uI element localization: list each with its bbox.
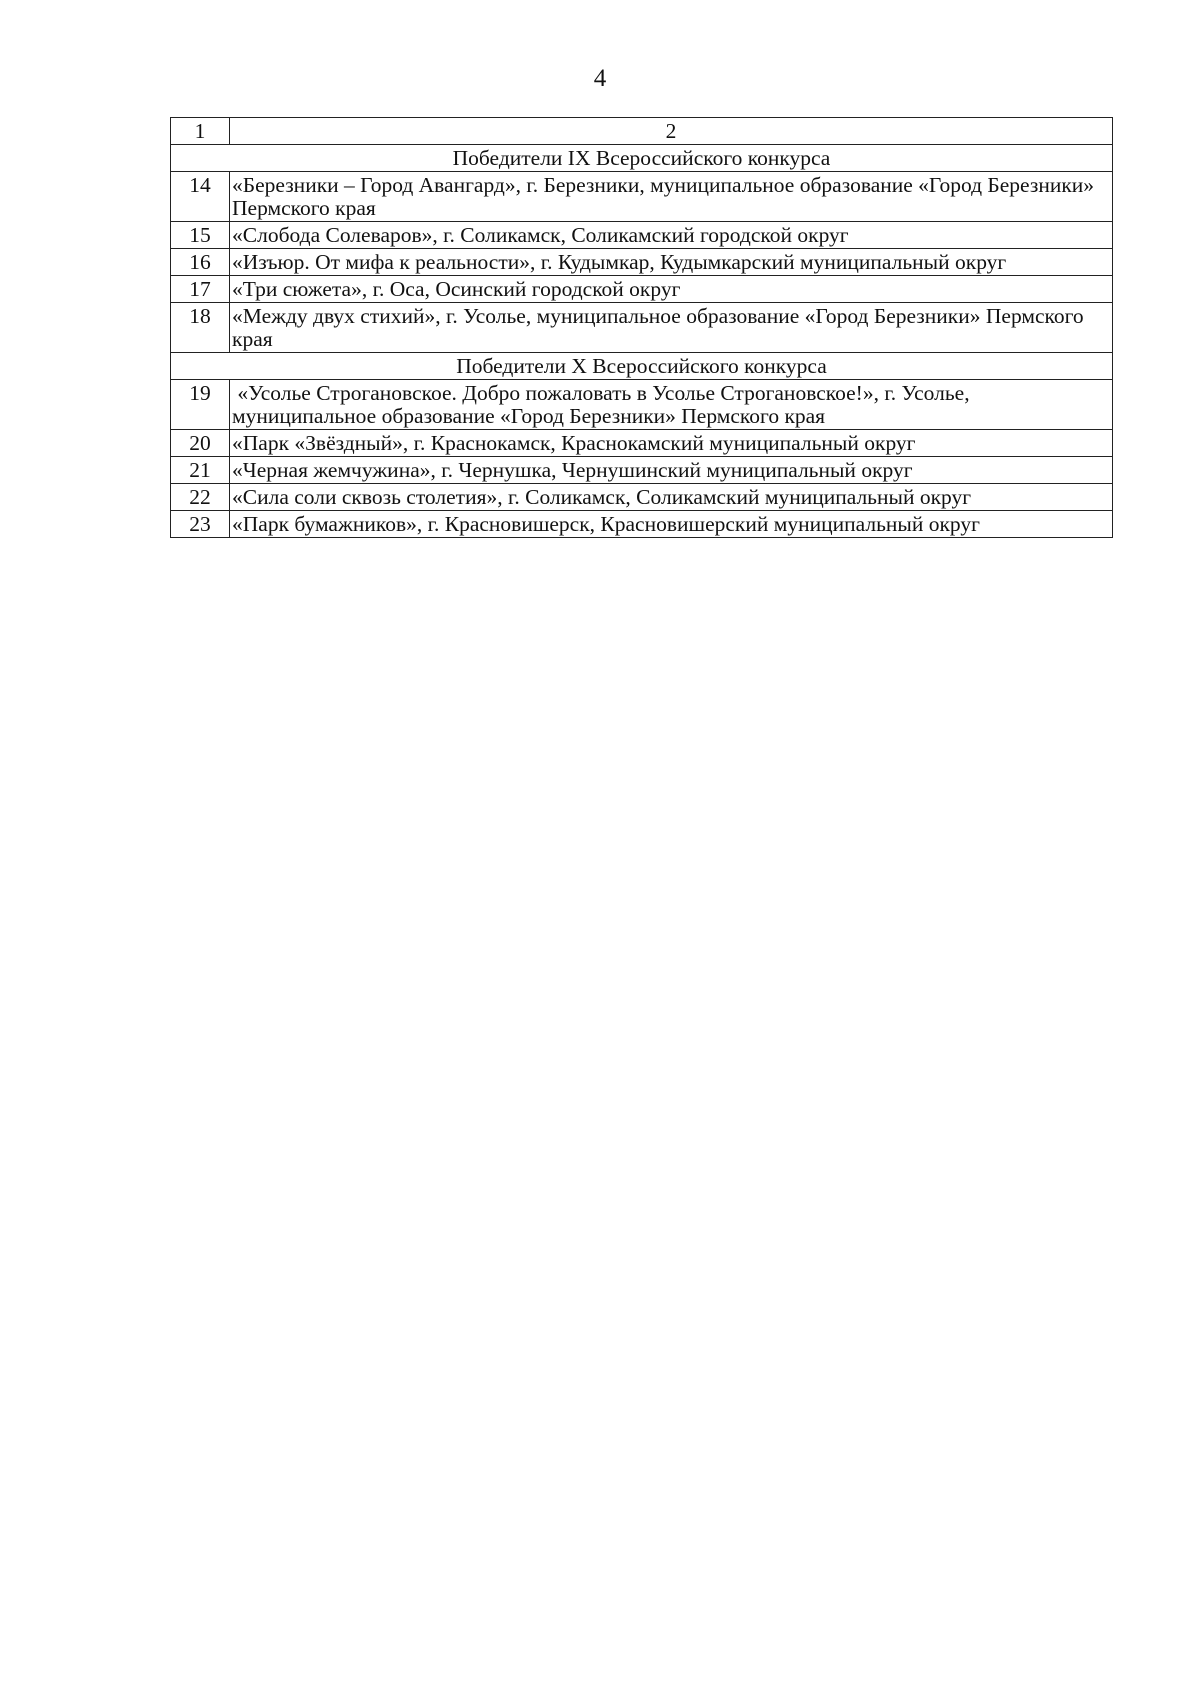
section-title-x: Победители X Всероссийского конкурса <box>171 353 1113 380</box>
row-text: «Слобода Солеваров», г. Соликамск, Соликамский городской округ <box>230 222 1113 249</box>
header-col-2: 2 <box>230 118 1113 145</box>
row-number: 18 <box>171 303 230 353</box>
row-text: «Сила соли сквозь столетия», г. Соликамск, Соликамский муниципальный округ <box>230 484 1113 511</box>
table-row <box>171 457 1113 484</box>
table-header-row <box>171 118 1113 145</box>
winners-table <box>170 117 1113 538</box>
section-row <box>171 145 1113 172</box>
section-row <box>171 353 1113 380</box>
row-text: «Усолье Строгановское. Добро пожаловать в Усолье Строгановское!», г. Усолье, муниципальное образование «Город Березники» Пермского края <box>230 380 1113 430</box>
page-number: 4 <box>593 65 607 92</box>
row-text: «Черная жемчужина», г. Чернушка, Чернушинский муниципальный округ <box>230 457 1113 484</box>
row-number: 16 <box>171 249 230 276</box>
table-row <box>171 222 1113 249</box>
table-row <box>171 484 1113 511</box>
row-number: 17 <box>171 276 230 303</box>
row-number: 15 <box>171 222 230 249</box>
section-title-ix: Победители IX Всероссийского конкурса <box>171 145 1113 172</box>
table-row <box>171 172 1113 222</box>
row-number: 20 <box>171 430 230 457</box>
row-text: «Три сюжета», г. Оса, Осинский городской округ <box>230 276 1113 303</box>
table-row <box>171 303 1113 353</box>
row-number: 21 <box>171 457 230 484</box>
table-row <box>171 430 1113 457</box>
table-row <box>171 511 1113 538</box>
row-text: «Парк бумажников», г. Красновишерск, Красновишерский муниципальный округ <box>230 511 1113 538</box>
table-row <box>171 249 1113 276</box>
row-number: 19 <box>171 380 230 430</box>
row-text: «Парк «Звёздный», г. Краснокамск, Краснокамский муниципальный округ <box>230 430 1113 457</box>
row-number: 14 <box>171 172 230 222</box>
table-row <box>171 380 1113 430</box>
row-text: «Березники – Город Авангард», г. Березники, муниципальное образование «Город Березники» Пермского края <box>230 172 1113 222</box>
row-number: 22 <box>171 484 230 511</box>
row-text: «Изъюр. От мифа к реальности», г. Кудымкар, Кудымкарский муниципальный округ <box>230 249 1113 276</box>
row-number: 23 <box>171 511 230 538</box>
table-row <box>171 276 1113 303</box>
header-col-1: 1 <box>171 118 230 145</box>
row-text: «Между двух стихий», г. Усолье, муниципальное образование «Город Березники» Пермского края <box>230 303 1113 353</box>
